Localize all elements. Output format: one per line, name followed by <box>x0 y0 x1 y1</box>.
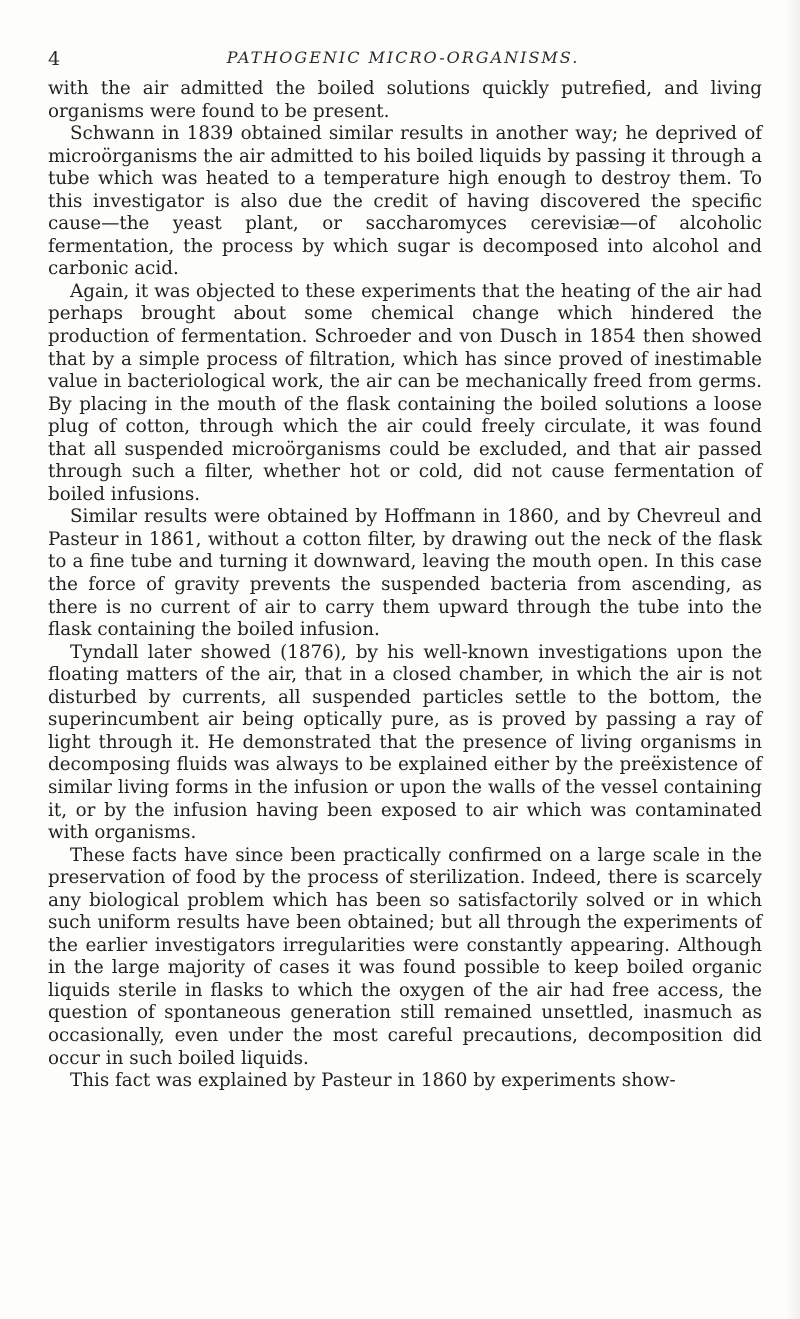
paragraph-schwann: Schwann in 1839 obtained similar results in another way; he deprived of microörganisms the air admitted to his boiled liquids by passing it through a tube which was heated to a temperature high enough to destroy them. To this investigator is also due the credit of having discovered the specific cause—the yeast plant, or saccharomyces cerevisiæ—of alcoholic fermentation, the process by which sugar is decomposed into alcohol and carbonic acid. <box>48 123 762 280</box>
paragraph-sterilization: These facts have since been practically confirmed on a large scale in the preservation of food by the process of sterilization. Indeed, there is scarcely any biological problem which has been so satisfactorily solved or in which such uniform results have been obtained; but all through the experiments of the earlier investigators irregularities were constantly appearing. Although in the large majority of cases it was found possible to keep boiled organic liquids sterile in flasks to which the oxygen of the air had free access, the question of spontaneous generation still remained unsettled, inasmuch as occasionally, even under the most careful precautions, decomposition did occur in such boiled liquids. <box>48 844 762 1069</box>
paragraph-hoffmann-pasteur: Similar results were obtained by Hoffmann in 1860, and by Chevreul and Pasteur in 1861, without a cotton filter, by drawing out the neck of the flask to a fine tube and turning it downward, leaving the mouth open. In this case the force of gravity prevents the suspended bacteria from ascending, as there is no current of air to carry them upward through the tube into the flask containing the boiled infusion. <box>48 506 762 641</box>
running-head <box>48 48 758 74</box>
running-title: PATHOGENIC MICRO-ORGANISMS. <box>226 48 580 67</box>
paragraph-pasteur-1860: This fact was explained by Pasteur in 1860 by experiments show- <box>70 1070 676 1092</box>
body-text <box>48 78 762 1093</box>
paragraph-schroeder-dusch: Again, it was objected to these experiments that the heating of the air had perhaps brought about some chemical change which hindered the production of fermentation. Schroeder and von Dusch in 1854 then showed that by a simple process of filtration, which has since proved of inestimable value in bacteriological work, the air can be mechanically freed from germs. By placing in the mouth of the flask containing the boiled solutions a loose plug of cotton, through which the air could freely circulate, it was found that all suspended microörganisms could be excluded, and that air passed through such a filter, whether hot or cold, did not cause fermentation of boiled infusions. <box>48 280 762 505</box>
page-edge-shadow <box>786 0 800 1319</box>
page-number: 4 <box>48 48 61 70</box>
paragraph-continuation: with the air admitted the boiled solutions quickly putrefied, and living organisms were found to be present. <box>48 78 762 122</box>
paragraph-tyndall: Tyndall later showed (1876), by his well-known investigations upon the floating matters of the air, that in a closed chamber, in which the air is not disturbed by currents, all suspended particles settle to the bottom, the superincumbent air being optically pure, as is proved by passing a ray of light through it. He demonstrated that the presence of living organisms in decomposing fluids was always to be explained either by the preëxistence of similar living forms in the infusion or upon the walls of the vessel containing it, or by the infusion having been exposed to air which was contaminated with organisms. <box>48 641 762 844</box>
